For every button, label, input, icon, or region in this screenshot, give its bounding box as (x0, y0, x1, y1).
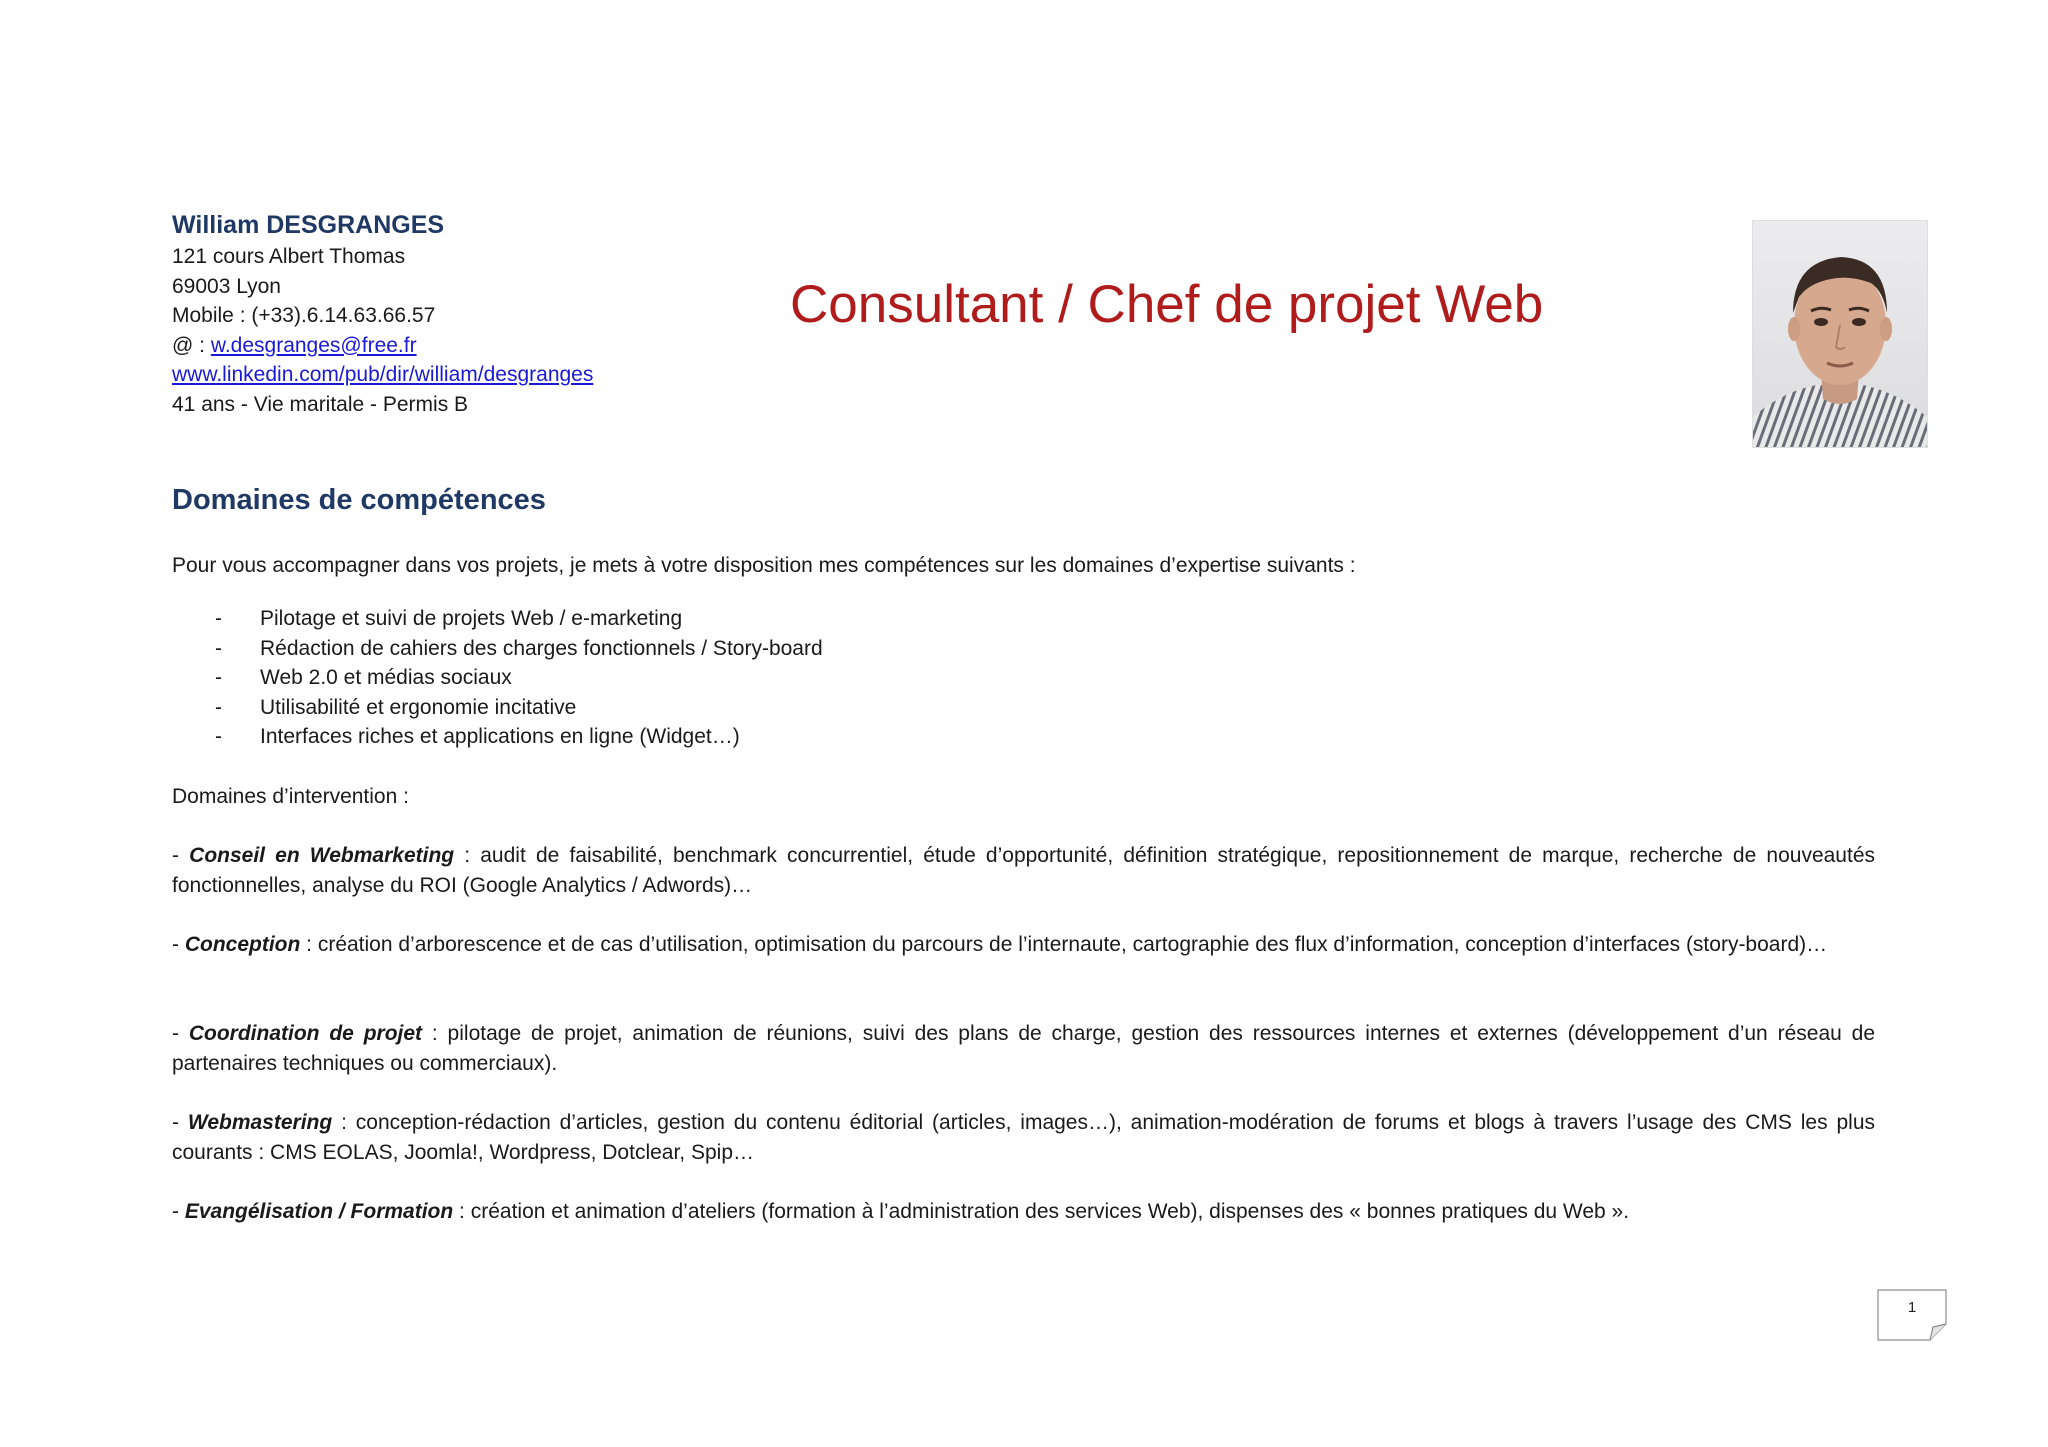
candidate-name: William DESGRANGES (172, 211, 445, 239)
email-line (172, 331, 732, 361)
linkedin-line (172, 360, 732, 390)
intervention-text: : création et animation d’ateliers (formation à l’administration des services Web), dispenses des « bonnes pratiques du Web ». (453, 1200, 1630, 1223)
skill-text: Utilisabilité et ergonomie incitative (260, 695, 577, 719)
list-item (215, 693, 823, 723)
intervention-paragraph (172, 930, 1875, 960)
intervention-paragraph (172, 1197, 1875, 1227)
intro-paragraph: Pour vous accompagner dans vos projets, je mets à votre disposition mes compétences sur les domaines d’expertise suivants : (172, 554, 1356, 577)
paragraph-prefix: - (172, 1022, 189, 1045)
bullet-dash: - (215, 666, 222, 689)
intervention-paragraph (172, 841, 1875, 900)
paragraph-prefix: - (172, 1200, 185, 1223)
linkedin-link[interactable]: www.linkedin.com/pub/dir/william/desgranges (172, 363, 594, 386)
list-item (215, 722, 823, 752)
contact-block (172, 208, 732, 419)
intervention-text: : pilotage de projet, animation de réunions, suivi des plans de charge, gestion des ressources internes et externes (développement d’un réseau de partenaires techniques ou commerciaux). (172, 1022, 1876, 1075)
intervention-lead: Evangélisation / Formation (184, 1200, 454, 1223)
intervention-paragraph (172, 1019, 1875, 1078)
address-street: 121 cours Albert Thomas (172, 245, 406, 268)
page-number: 1 (1907, 1299, 1917, 1316)
intervention-text: : conception-rédaction d’articles, gestion du contenu éditorial (articles, images…), animation-modération de forums et blogs à travers l’usage des CMS les plus courants : CMS EOLAS, Joomla!, Wordpress, Dotclear, Spip… (172, 1111, 1876, 1164)
intervention-lead: Webmastering (187, 1111, 333, 1134)
interventions-title: Domaines d’intervention : (172, 785, 409, 808)
email-prefix: @ : (172, 333, 211, 357)
skill-text: Rédaction de cahiers des charges fonctionnels / Story-board (260, 636, 823, 660)
job-title: Consultant / Chef de projet Web (790, 275, 1544, 334)
list-item (215, 663, 823, 693)
intervention-text: : audit de faisabilité, benchmark concurrentiel, étude d’opportunité, définition stratégique, repositionnement de marque, recherche de nouveautés fonctionnelles, analyse du ROI (Google Analytics / Adwords)… (172, 844, 1875, 897)
personal-info: 41 ans - Vie maritale - Permis B (172, 392, 469, 416)
skills-list (215, 604, 823, 752)
mobile-phone: Mobile : (+33).6.14.63.66.57 (172, 304, 436, 327)
skill-text: Interfaces riches et applications en ligne (Widget…) (260, 725, 740, 748)
intervention-lead: Conseil en Webmarketing (189, 844, 455, 867)
bullet-dash: - (215, 725, 222, 748)
address-city: 69003 Lyon (172, 274, 281, 298)
intervention-paragraph (172, 1108, 1875, 1167)
skill-text: Web 2.0 et médias sociaux (260, 666, 512, 689)
intervention-lead: Coordination de projet (188, 1022, 423, 1045)
list-item (215, 634, 823, 664)
skill-text: Pilotage et suivi de projets Web / e-marketing (260, 607, 683, 630)
email-link[interactable]: w.desgranges@free.fr (210, 333, 417, 357)
list-item (215, 604, 823, 634)
bullet-dash: - (215, 607, 222, 630)
person-photo (1752, 220, 1928, 448)
bullet-dash: - (215, 695, 222, 719)
paragraph-prefix: - (172, 844, 190, 867)
bullet-dash: - (215, 636, 222, 660)
intervention-lead: Conception (184, 933, 301, 956)
section-title-competences: Domaines de compétences (172, 484, 546, 516)
page-number-box (1877, 1289, 1947, 1341)
portrait-graphic (1753, 221, 1927, 447)
paragraph-prefix: - (172, 1111, 188, 1134)
intervention-text: : création d’arborescence et de cas d’utilisation, optimisation du parcours de l’internaute, cartographie des flux d’information, conception d’interfaces (story-board)… (300, 933, 1828, 956)
paragraph-prefix: - (172, 933, 185, 956)
